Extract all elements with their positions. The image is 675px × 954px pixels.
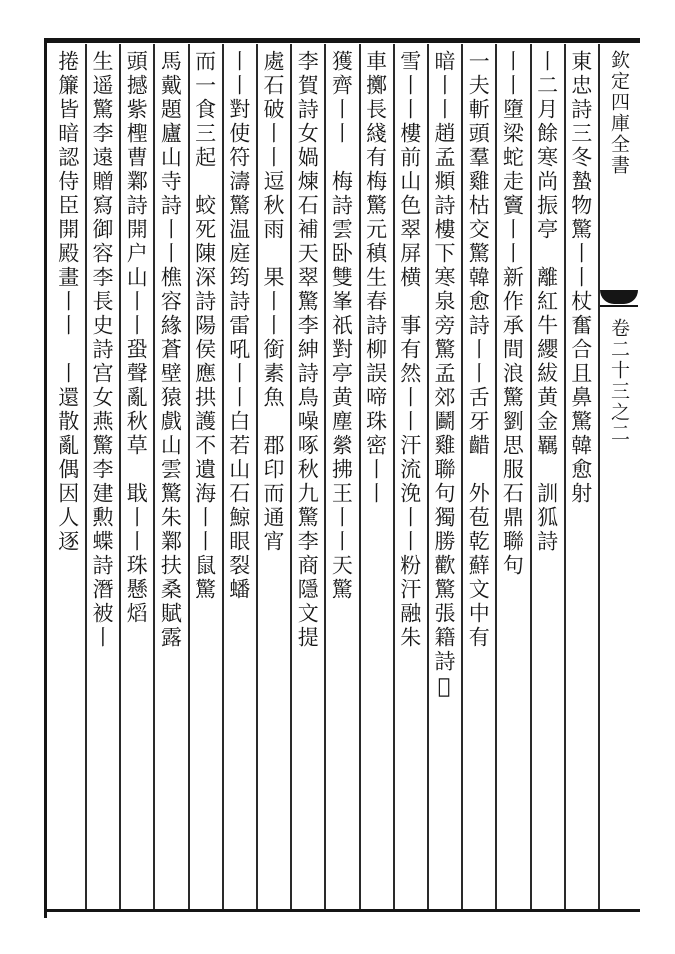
fold-chapter [599,318,639,898]
text-column: 頭撼紫檉曹鄴詩開户山丨丨蛩聲亂秋草 戢丨丨珠懸熖 [124,50,149,626]
text-column: 生遥驚李遠贈寫御容李長史詩宫女燕驚李建勲蝶詩潛被丨 [90,50,114,650]
text-column: 李賀詩女媧煉石補天翠驚李紳詩鳥噪啄秋九驚李商隱文提 [295,50,320,650]
text-column: 而一食三起 蛟死陳深詩陽侯應拱護不遺海丨丨鼠驚 [192,50,217,602]
chapter-label: 卷二十三之二 [608,318,630,444]
bottom-border [44,909,640,912]
text-column: 雪丨丨樓前山色翠屏横 事有然丨丨汗流浼丨丨粉汗融朱 [397,50,422,650]
text-column: 捲簾皆暗認侍臣開殿畫丨丨 丨還散亂偶因人逐 [55,50,80,554]
column-divider [256,44,258,909]
text-column: 獲齊丨丨 梅詩雲卧雙峯祇對亭黄塵縈拂王丨丨天驚 [329,50,354,602]
text-column: 暗丨丨趙孟頫詩樓下寒泉旁驚孟郊鬬雞聯句獨勝歡驚張籍詩𦤺 [432,50,456,701]
fish-tail-rule [600,305,638,307]
text-column: 車擲長綫有梅驚元稹生春詩柳誤啼珠密丨丨 [363,50,388,506]
column-divider [153,44,155,909]
column-divider [119,44,121,909]
text-column: 一夫斬頭羣雞枯交驚韓愈詩丨丨舌牙齰 外苞乾蘚文中有 [466,50,491,650]
text-column: 丨丨對使符濤驚温庭筠詩雷吼丨丨白若山石鯨眼裂蟠 [226,50,251,602]
text-column: 處石破丨丨逗秋雨 果丨丨銜素魚 郡印而通宵 [261,50,285,554]
text-column: 東忠詩三冬蟄物驚丨丨杖奮合且鼻驚韓愈射 [568,50,593,506]
column-divider [427,44,429,909]
column-divider [222,44,224,909]
column-divider [461,44,463,909]
column-divider [530,44,532,909]
text-column: 丨二月餘寒尚振亭 離紅牛纓紱黄金羈 訓狐詩 [534,50,559,554]
column-divider [495,44,497,909]
column-divider [324,44,326,909]
text-column: 丨丨墮梁蛇走竇丨丨新作承間浪驚劉思服石鼎聯句 [500,50,525,578]
column-divider [598,44,600,909]
column-divider [393,44,395,909]
column-divider [85,44,87,909]
book-title: 欽定四庫全書 [608,50,630,176]
text-column: 馬戴題廬山寺詩丨丨樵容緣蒼壁猿戲山雲驚朱鄴扶桑賦露 [158,50,183,650]
column-divider [290,44,292,909]
column-divider [188,44,190,909]
column-divider [564,44,566,909]
column-divider [359,44,361,909]
